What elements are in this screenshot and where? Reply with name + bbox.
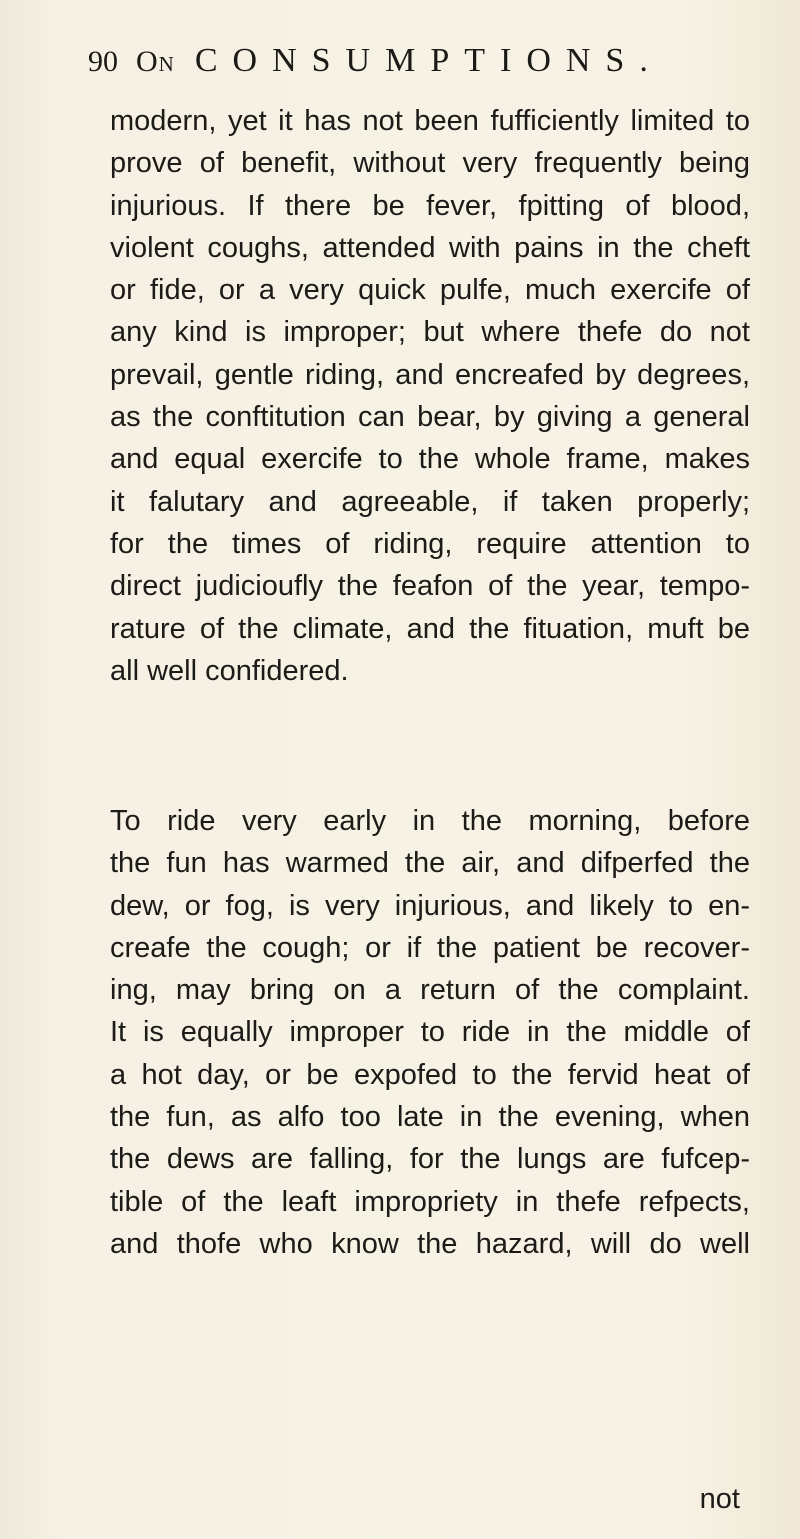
text-line: It is equally improper to ride in the middle of bbox=[110, 1016, 750, 1049]
text-line: tible of the leaft impropriety in thefe refpects, bbox=[110, 1185, 750, 1218]
text-line: the fun has warmed the air, and difperfed the bbox=[110, 847, 750, 880]
text-line: the fun, as alfo too late in the evening, when bbox=[110, 1101, 750, 1134]
text-line: modern, yet it has not been fufficiently limited to bbox=[110, 105, 750, 137]
text-line: the dews are falling, for the lungs are fufcep- bbox=[110, 1143, 750, 1176]
paragraph-2 bbox=[110, 800, 750, 1265]
text-line: direct judicioufly the feafon of the year, tempo- bbox=[110, 570, 750, 603]
text-line: violent coughs, attended with pains in the cheft bbox=[110, 231, 750, 264]
text-line: for the times of riding, require attention to bbox=[110, 527, 750, 560]
header-word: On bbox=[136, 45, 175, 78]
running-title: CONSUMPTIONS. bbox=[194, 42, 663, 79]
running-header bbox=[88, 42, 663, 82]
text-line: all well confidered. bbox=[110, 654, 349, 687]
text-line: rature of the climate, and the fituation, muft be bbox=[110, 612, 750, 645]
text-line: dew, or fog, is very injurious, and likely to en- bbox=[110, 889, 750, 922]
text-line: prevail, gentle riding, and encreafed by degrees, bbox=[110, 358, 750, 391]
text-line: ing, may bring on a return of the complaint. bbox=[110, 974, 750, 1007]
text-line: injurious. If there be fever, fpitting of blood, bbox=[110, 189, 750, 222]
text-line: and equal exercife to the whole frame, makes bbox=[110, 443, 750, 476]
catchword: not bbox=[699, 1483, 740, 1515]
text-line: creafe the cough; or if the patient be recover- bbox=[110, 931, 750, 964]
page-number: 90 bbox=[88, 45, 118, 78]
text-line: any kind is improper; but where thefe do not bbox=[110, 316, 750, 349]
text-line: To ride very early in the morning, before bbox=[110, 805, 750, 837]
text-line: as the conftitution can bear, by giving a general bbox=[110, 401, 750, 434]
text-line: it falutary and agreeable, if taken properly; bbox=[110, 485, 750, 518]
text-line: and thofe who know the hazard, will do well bbox=[110, 1227, 750, 1260]
text-line: a hot day, or be expofed to the fervid heat of bbox=[110, 1058, 750, 1091]
paragraph-1 bbox=[110, 100, 750, 692]
text-line: or fide, or a very quick pulfe, much exercife of bbox=[110, 274, 750, 307]
text-line: prove of benefit, without very frequently being bbox=[110, 147, 750, 180]
